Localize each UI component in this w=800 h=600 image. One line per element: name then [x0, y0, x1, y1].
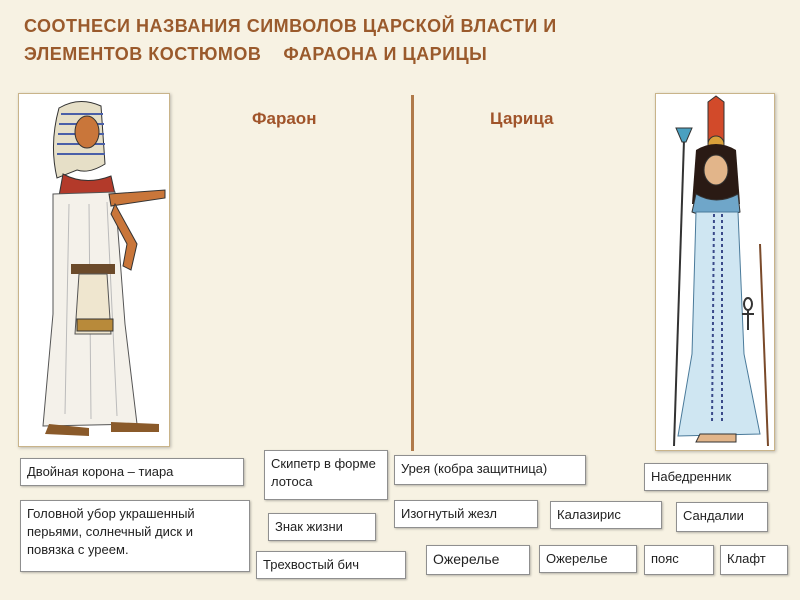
card-belt[interactable]: пояс: [644, 545, 714, 575]
card-sandals[interactable]: Сандалии: [676, 502, 768, 532]
card-crook[interactable]: Изогнутый жезл: [394, 500, 538, 528]
slide-title-line-2a: ЭЛЕМЕНТОВ КОСТЮМОВ: [24, 44, 262, 64]
card-headdress[interactable]: Головной убор украшенный перьями, солнечный диск и повязка с уреем.: [20, 500, 250, 572]
card-double-crown[interactable]: Двойная корона – тиара: [20, 458, 244, 486]
card-ankh[interactable]: Знак жизни: [268, 513, 376, 541]
pharaoh-illustration: [18, 93, 170, 447]
queen-illustration: [655, 93, 775, 451]
column-header-queen: Царица: [490, 109, 554, 128]
card-flail[interactable]: Трехвостый бич: [256, 551, 406, 579]
pharaoh-figure-icon: [19, 94, 169, 446]
slide-title: [24, 12, 764, 68]
column-header-pharaoh: Фараон: [252, 109, 317, 128]
card-necklace-1[interactable]: Ожерелье: [426, 545, 530, 575]
card-kalasiris[interactable]: Калaзирис: [550, 501, 662, 529]
card-uraeus[interactable]: Урея (кобра защитница): [394, 455, 586, 485]
column-divider: [411, 95, 414, 451]
slide-title-line-2: [24, 40, 764, 68]
card-loincloth[interactable]: Набедренник: [644, 463, 768, 491]
card-lotus-scepter[interactable]: Скипетр в форме лотоса: [264, 450, 388, 500]
card-necklace-2[interactable]: Ожерелье: [539, 545, 637, 573]
slide-title-line-1: СООТНЕСИ НАЗВАНИЯ СИМВОЛОВ ЦАРСКОЙ ВЛАСТИ И: [24, 16, 557, 36]
queen-figure-icon: [656, 94, 774, 450]
slide-title-line-2b: ФАРАОНА И ЦАРИЦЫ: [283, 44, 488, 64]
card-klaft[interactable]: Клафт: [720, 545, 788, 575]
